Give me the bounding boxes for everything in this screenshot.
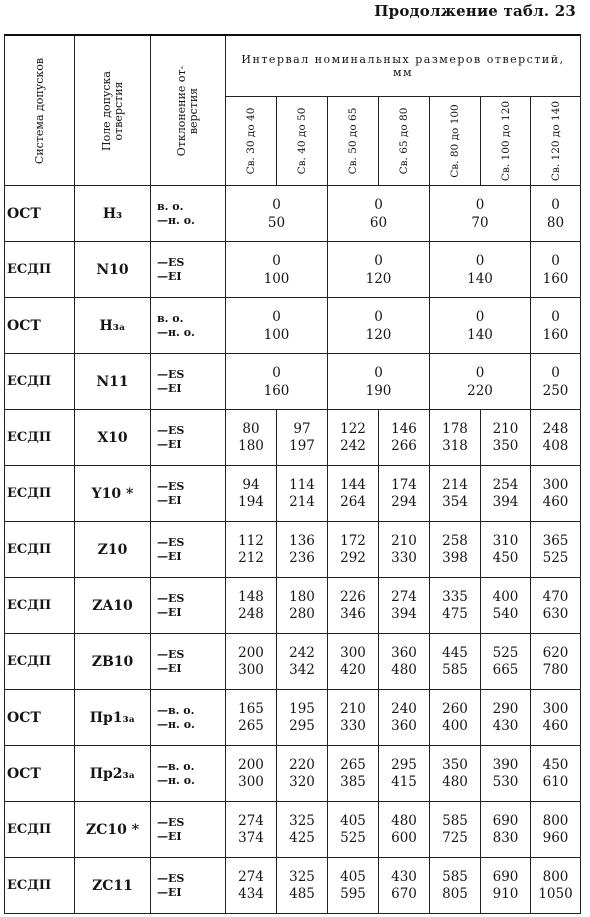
system-cell: ОСТ xyxy=(5,746,75,802)
deviation-cell: —в. о. —н. о. xyxy=(151,746,226,802)
value-cell: 0 100 xyxy=(226,242,328,298)
value-cell: 405 595 xyxy=(328,858,379,914)
value-cell: 144 264 xyxy=(328,466,379,522)
value-cell: 0 160 xyxy=(531,242,581,298)
value-cell: 300 420 xyxy=(328,634,379,690)
system-cell: ЕСДП xyxy=(5,466,75,522)
value-cell: 0 250 xyxy=(531,354,581,410)
value-cell: 265 385 xyxy=(328,746,379,802)
value-cell: 240 360 xyxy=(379,690,430,746)
field-cell: Пр2₃ₐ xyxy=(75,746,151,802)
value-cell: 430 670 xyxy=(379,858,430,914)
value-cell: 0 100 xyxy=(226,298,328,354)
value-cell: 690 830 xyxy=(481,802,531,858)
system-cell: ОСТ xyxy=(5,690,75,746)
field-cell: H₃ₐ xyxy=(75,298,151,354)
system-cell: ЕСДП xyxy=(5,522,75,578)
value-cell: 585 805 xyxy=(430,858,481,914)
system-cell: ЕСДП xyxy=(5,802,75,858)
value-cell: 0 120 xyxy=(328,242,430,298)
value-cell: 405 525 xyxy=(328,802,379,858)
deviation-cell: —ES —EI xyxy=(151,410,226,466)
header-interval: Интервал номинальных размеров отверстий, мм xyxy=(226,35,581,97)
value-cell: 0 220 xyxy=(430,354,531,410)
field-cell: ZA10 xyxy=(75,578,151,634)
value-cell: 148 248 xyxy=(226,578,277,634)
header-deviation: Отклонение от- верстия xyxy=(151,35,226,186)
deviation-cell: в. о. —н. о. xyxy=(151,298,226,354)
value-cell: 325 485 xyxy=(277,858,328,914)
value-cell: 136 236 xyxy=(277,522,328,578)
value-cell: 97 197 xyxy=(277,410,328,466)
value-cell: 300 460 xyxy=(531,690,581,746)
value-cell: 300 460 xyxy=(531,466,581,522)
deviation-cell: —в. о. —н. о. xyxy=(151,690,226,746)
value-cell: 310 450 xyxy=(481,522,531,578)
field-cell: Пр1₃ₐ xyxy=(75,690,151,746)
value-cell: 260 400 xyxy=(430,690,481,746)
table-row xyxy=(5,354,581,410)
value-cell: 220 320 xyxy=(277,746,328,802)
value-cell: 295 415 xyxy=(379,746,430,802)
value-cell: 274 374 xyxy=(226,802,277,858)
value-cell: 172 292 xyxy=(328,522,379,578)
value-cell: 690 910 xyxy=(481,858,531,914)
continuation-caption: Продолжение табл. 23 xyxy=(374,2,576,20)
table-row xyxy=(5,242,581,298)
value-cell: 290 430 xyxy=(481,690,531,746)
field-cell: N10 xyxy=(75,242,151,298)
value-cell: 325 425 xyxy=(277,802,328,858)
system-cell: ОСТ xyxy=(5,298,75,354)
system-cell: ОСТ xyxy=(5,186,75,242)
value-cell: 210 330 xyxy=(379,522,430,578)
value-cell: 0 140 xyxy=(430,242,531,298)
field-cell: Z10 xyxy=(75,522,151,578)
system-cell: ЕСДП xyxy=(5,634,75,690)
value-cell: 360 480 xyxy=(379,634,430,690)
value-cell: 0 140 xyxy=(430,298,531,354)
value-cell: 210 350 xyxy=(481,410,531,466)
system-cell: ЕСДП xyxy=(5,410,75,466)
value-cell: 274 394 xyxy=(379,578,430,634)
table-row xyxy=(5,634,581,690)
value-cell: 114 214 xyxy=(277,466,328,522)
value-cell: 226 346 xyxy=(328,578,379,634)
table-row xyxy=(5,802,581,858)
value-cell: 214 354 xyxy=(430,466,481,522)
value-cell: 180 280 xyxy=(277,578,328,634)
value-cell: 146 266 xyxy=(379,410,430,466)
system-cell: ЕСДП xyxy=(5,242,75,298)
value-cell: 112 212 xyxy=(226,522,277,578)
value-cell: 0 160 xyxy=(226,354,328,410)
table-row xyxy=(5,186,581,242)
value-cell: 174 294 xyxy=(379,466,430,522)
field-cell: N11 xyxy=(75,354,151,410)
value-cell: 350 480 xyxy=(430,746,481,802)
value-cell: 0 120 xyxy=(328,298,430,354)
value-cell: 210 330 xyxy=(328,690,379,746)
value-cell: 470 630 xyxy=(531,578,581,634)
system-cell: ЕСДП xyxy=(5,858,75,914)
value-cell: 242 342 xyxy=(277,634,328,690)
value-cell: 274 434 xyxy=(226,858,277,914)
header-field: Поле допуска отверстия xyxy=(75,35,151,186)
value-cell: 525 665 xyxy=(481,634,531,690)
table-row xyxy=(5,298,581,354)
range-header: Св. 30 до 40 xyxy=(226,97,277,186)
deviation-cell: —ES —EI xyxy=(151,466,226,522)
value-cell: 445 585 xyxy=(430,634,481,690)
deviation-cell: в. о. —н. о. xyxy=(151,186,226,242)
deviation-cell: —ES —EI xyxy=(151,634,226,690)
value-cell: 122 242 xyxy=(328,410,379,466)
value-cell: 200 300 xyxy=(226,634,277,690)
field-cell: Y10 * xyxy=(75,466,151,522)
value-cell: 0 60 xyxy=(328,186,430,242)
range-header: Св. 40 до 50 xyxy=(277,97,328,186)
value-cell: 165 265 xyxy=(226,690,277,746)
header-system: Система допусков xyxy=(5,35,75,186)
deviation-cell: —ES —EI xyxy=(151,242,226,298)
value-cell: 254 394 xyxy=(481,466,531,522)
value-cell: 178 318 xyxy=(430,410,481,466)
range-header: Св. 50 до 65 xyxy=(328,97,379,186)
value-cell: 0 70 xyxy=(430,186,531,242)
system-cell: ЕСДП xyxy=(5,578,75,634)
table-row xyxy=(5,522,581,578)
value-cell: 620 780 xyxy=(531,634,581,690)
range-header: Св. 100 до 120 xyxy=(481,97,531,186)
value-cell: 400 540 xyxy=(481,578,531,634)
field-cell: ZB10 xyxy=(75,634,151,690)
value-cell: 0 50 xyxy=(226,186,328,242)
value-cell: 0 160 xyxy=(531,298,581,354)
value-cell: 0 80 xyxy=(531,186,581,242)
table-row xyxy=(5,746,581,802)
table-row xyxy=(5,466,581,522)
value-cell: 195 295 xyxy=(277,690,328,746)
table-row xyxy=(5,690,581,746)
value-cell: 365 525 xyxy=(531,522,581,578)
value-cell: 248 408 xyxy=(531,410,581,466)
deviation-cell: —ES —EI xyxy=(151,858,226,914)
table-row xyxy=(5,410,581,466)
deviation-cell: —ES —EI xyxy=(151,354,226,410)
deviation-cell: —ES —EI xyxy=(151,802,226,858)
deviation-cell: —ES —EI xyxy=(151,578,226,634)
value-cell: 480 600 xyxy=(379,802,430,858)
value-cell: 800 1050 xyxy=(531,858,581,914)
range-header: Св. 65 до 80 xyxy=(379,97,430,186)
table-row xyxy=(5,578,581,634)
value-cell: 335 475 xyxy=(430,578,481,634)
value-cell: 0 190 xyxy=(328,354,430,410)
table-row xyxy=(5,858,581,914)
value-cell: 585 725 xyxy=(430,802,481,858)
field-cell: H₃ xyxy=(75,186,151,242)
value-cell: 258 398 xyxy=(430,522,481,578)
value-cell: 200 300 xyxy=(226,746,277,802)
tolerance-table xyxy=(4,34,581,914)
value-cell: 390 530 xyxy=(481,746,531,802)
system-cell: ЕСДП xyxy=(5,354,75,410)
value-cell: 450 610 xyxy=(531,746,581,802)
field-cell: ZC11 xyxy=(75,858,151,914)
field-cell: ZC10 * xyxy=(75,802,151,858)
deviation-cell: —ES —EI xyxy=(151,522,226,578)
field-cell: X10 xyxy=(75,410,151,466)
value-cell: 80 180 xyxy=(226,410,277,466)
value-cell: 800 960 xyxy=(531,802,581,858)
value-cell: 94 194 xyxy=(226,466,277,522)
range-header: Св. 80 до 100 xyxy=(430,97,481,186)
range-header: Св. 120 до 140 xyxy=(531,97,581,186)
